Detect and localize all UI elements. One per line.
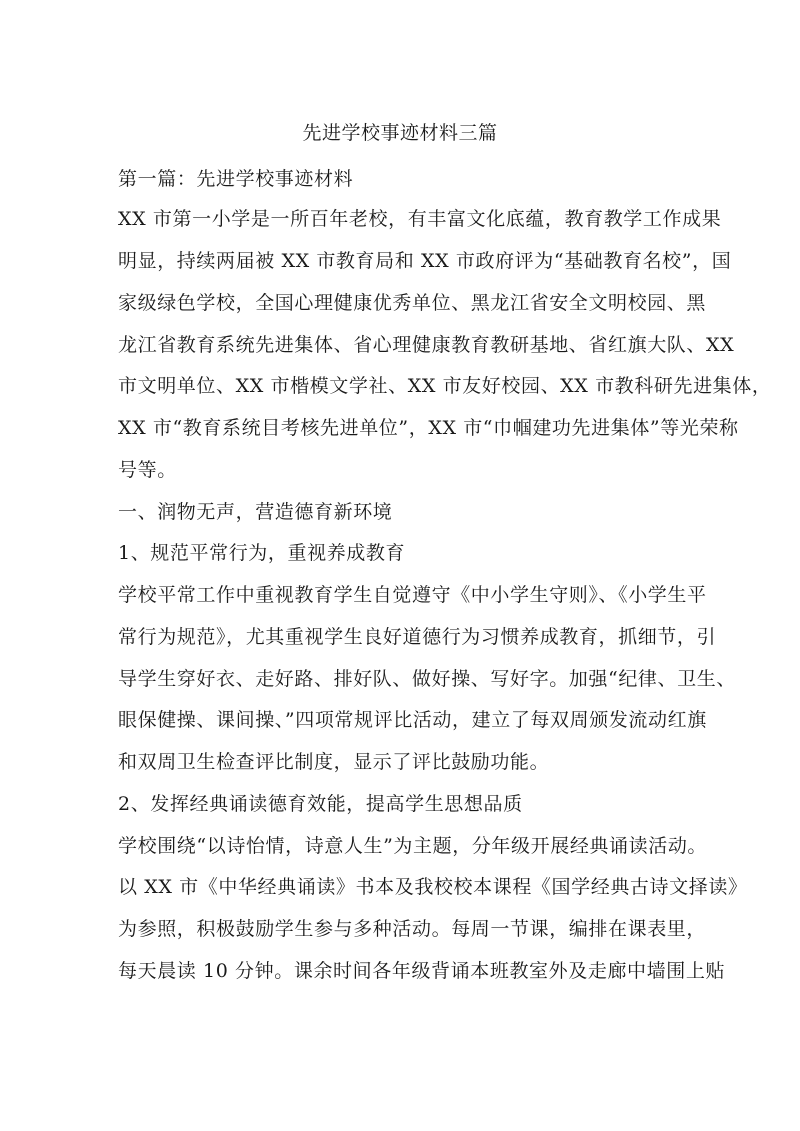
paragraph-line: XX 市第一小学是一所百年老校，有丰富文化底蕴，教育教学工作成果: [118, 208, 722, 230]
paragraph-line: 明显，持续两届被 XX 市教育局和 XX 市政府评为“基础教育名校”，国: [118, 250, 732, 272]
paragraph-line: 为参照，积极鼓励学生参与多种活动。每周一节课，编排在课表里，: [118, 918, 707, 940]
paragraph-line: 导学生穿好衣、走好路、排好队、做好操、写好字。加强“纪律、卫生、: [118, 668, 736, 690]
paragraph-line: 学校平常工作中重视教育学生自觉遵守《中小学生守则》、《小学生平: [118, 584, 707, 606]
paragraph-line: 龙江省教育系统先进集体、省心理健康教育教研基地、省红旗大队、XX: [118, 334, 735, 356]
paragraph-line: 市文明单位、XX 市楷模文学社、XX 市友好校园、XX 市教科研先进集体，: [118, 375, 772, 397]
paragraph-line: 和双周卫生检查评比制度，显示了评比鼓励功能。: [118, 751, 550, 773]
paragraph-line: 家级绿色学校，全国心理健康优秀单位、黑龙江省安全文明校园、黑: [118, 292, 707, 314]
subsection-heading: 2、发挥经典诵读德育效能，提高学生思想品质: [118, 793, 523, 815]
paragraph-line: XX 市“教育系统目考核先进单位”，XX 市“巾帼建功先进集体”等光荣称: [118, 417, 739, 439]
paragraph-line: 学校围绕“以诗怡情，诗意人生”为主题，分年级开展经典诵读活动。: [118, 835, 708, 857]
section-heading: 一、润物无声，营造德育新环境: [118, 501, 393, 523]
subsection-heading: 1、规范平常行为，重视养成教育: [118, 542, 406, 564]
paragraph-line: 每天晨读 10 分钟。课余时间各年级背诵本班教室外及走廊中墙围上贴: [118, 960, 726, 982]
paragraph-line: 号等。: [118, 459, 177, 481]
paragraph-line: 眼保健操、课间操、”四项常规评比活动，建立了每双周颁发流动红旗: [118, 709, 707, 731]
paragraph-line: 常行为规范》，尤其重视学生良好道德行为习惯养成教育，抓细节，引: [118, 626, 717, 648]
section-heading-first: 第一篇：先进学校事迹材料: [118, 168, 354, 190]
document-title: 先进学校事迹材料三篇: [302, 122, 498, 144]
paragraph-line: 以 XX 市《中华经典诵读》书本及我校校本课程《国学经典古诗文择读》: [118, 876, 748, 898]
